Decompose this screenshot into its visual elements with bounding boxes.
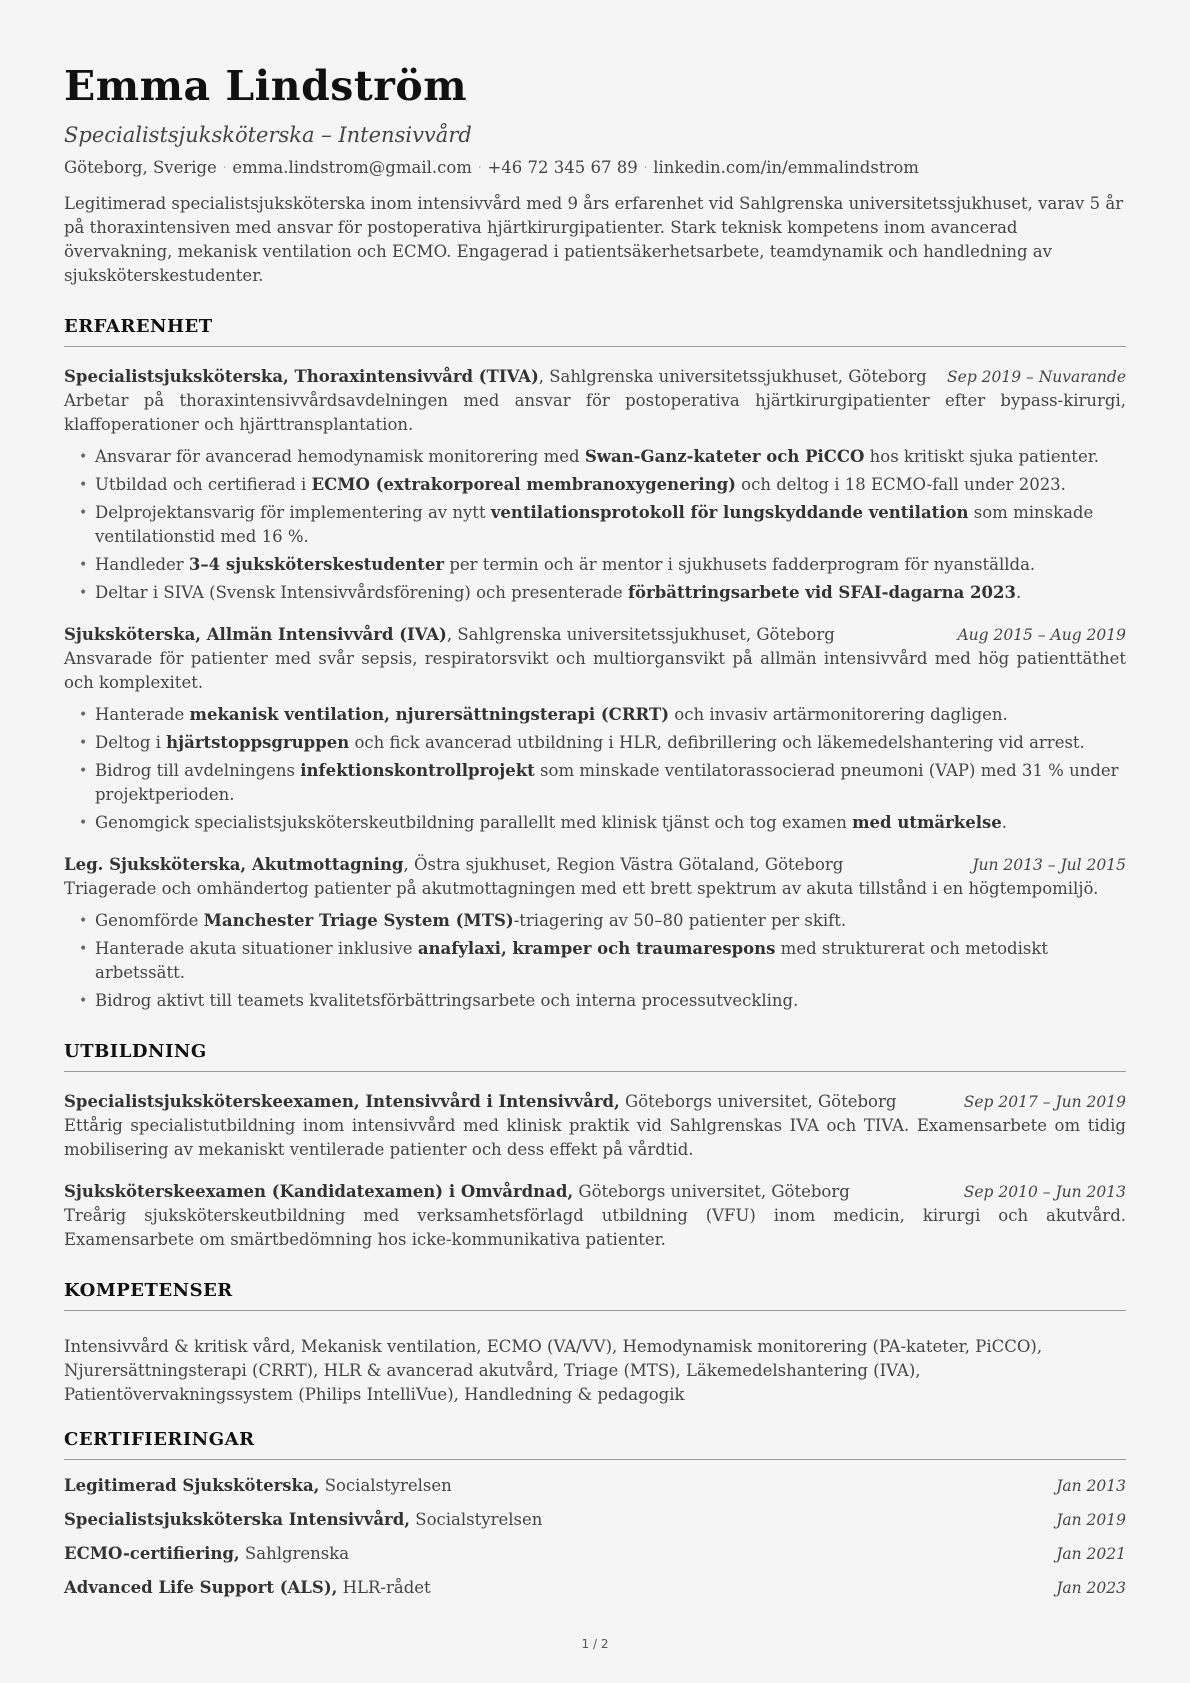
page-number: 1 / 2 (581, 1637, 609, 1651)
education-date: Sep 2010 – Jun 2013 (963, 1183, 1126, 1201)
certification-name: ECMO-certifiering, (64, 1544, 240, 1563)
section-title-education: UTBILDNING (64, 1041, 1126, 1072)
phone[interactable]: +46 72 345 67 89 (487, 158, 638, 177)
certification-name: Specialistsjuksköterska Intensivvård, (64, 1510, 411, 1529)
list-item: • Genomförde Manchester Triage System (MTS)-triagering av 50–80 patienter per skift. (64, 909, 1126, 933)
school: Göteborgs universitet, Göteborg (578, 1182, 850, 1201)
linkedin-link[interactable]: linkedin.com/in/emmalindstrom (653, 158, 919, 177)
certification-row (64, 1508, 1126, 1532)
job-entry: Leg. Sjuksköterska, Akutmottagning, Östra sjukhuset, Region Västra Götaland, Göteborg Jun 2013 – Jul 2015 Triagerade och omhändertog patienter på akutmottagningen med ett brett spektrum av akuta tillstånd i en högtempomiljö. • Genomförde Manchester Triage System (MTS)-triagering av 50–80 patienter per skift. • Hanterade akuta situationer inklusive anafylaxi, kramper och traumarespons med strukturerat och metodiskt arbetssätt. • Bidrog aktivt till teamets kvalitetsförbättringsarbete och interna processutveckling. (64, 853, 1126, 1013)
certification-issuer: HLR-rådet (342, 1578, 431, 1597)
job-description: Ansvarade för patienter med svår sepsis, respiratorsvikt och multiorgansvikt på allmän intensivvård med hög patienttäthet och komplexitet. (64, 649, 1126, 692)
job-role: Specialistsjuksköterska, Thoraxintensivvård (TIVA) (64, 367, 539, 386)
list-item: • Hanterade mekanisk ventilation, njurersättningsterapi (CRRT) och invasiv artärmonitorering dagligen. (64, 703, 1126, 727)
email[interactable]: emma.lindstrom@gmail.com (232, 158, 472, 177)
certification-date: Jan 2013 (1056, 1477, 1126, 1495)
job-description: Triagerade och omhändertog patienter på akutmottagningen med ett brett spektrum av akuta tillstånd i en högtempomiljö. (64, 879, 1099, 898)
job-date: Sep 2019 – Nuvarande (947, 368, 1126, 386)
school: Göteborgs universitet, Göteborg (625, 1092, 897, 1111)
certification-date: Jan 2021 (1056, 1545, 1126, 1563)
education-date: Sep 2017 – Jun 2019 (963, 1093, 1126, 1111)
job-role: Leg. Sjuksköterska, Akutmottagning (64, 855, 404, 874)
person-name: Emma Lindström (64, 62, 468, 110)
list-item: • Ansvarar för avancerad hemodynamisk monitorering med Swan-Ganz-kateter och PiCCO hos kritiskt sjuka patienter. (64, 445, 1126, 469)
job-role: Sjuksköterska, Allmän Intensivvård (IVA) (64, 625, 447, 644)
list-item: • Hanterade akuta situationer inklusive anafylaxi, kramper och traumarespons med strukturerat och metodiskt arbetssätt. (64, 937, 1126, 985)
job-description: Arbetar på thoraxintensivvårdsavdelningen med ansvar för postoperativa hjärtkirurgipatienter efter bypass-kirurgi, klaffoperationer och hjärttransplantation. (64, 391, 1126, 434)
job-entry: Sjuksköterska, Allmän Intensivvård (IVA), Sahlgrenska universitetssjukhuset, Göteborg Aug 2015 – Aug 2019 Ansvarade för patienter med svår sepsis, respiratorsvikt och multiorgansvikt på allmän intensivvård med hög patienttäthet och komplexitet. • Hanterade mekanisk ventilation, njurersättningsterapi (CRRT) och invasiv artärmonitorering dagligen. • Deltog i hjärtstoppsgruppen och fick avancerad utbildning i HLR, defibrillering och läkemedelshantering vid arrest. • Bidrog till avdelningens infektionskontrollprojekt som minskade ventilatorassocierad pneumoni (VAP) med 31 % under projektperioden. • Genomgick specialistsjuksköterskeutbildning parallellt med klinisk tjänst och tog examen med utmärkelse. (64, 623, 1126, 835)
education-description: Treårig sjuksköterskeutbildning med verksamhetsförlagd utbildning (VFU) inom medicin, kirurgi och akutvård. Examensarbete om smärtbedömning hos icke-kommunikativa patienter. (64, 1206, 1126, 1249)
certification-date: Jan 2023 (1056, 1579, 1126, 1597)
certification-issuer: Socialstyrelsen (415, 1510, 543, 1529)
job-org: Östra sjukhuset, Region Västra Götaland, Göteborg (413, 855, 844, 874)
degree: Sjuksköterskeexamen (Kandidatexamen) i Omvårdnad, (64, 1182, 574, 1201)
list-item: • Deltar i SIVA (Svensk Intensivvårdsförening) och presenterade förbättringsarbete vid SFAI-dagarna 2023. (64, 581, 1126, 605)
location: Göteborg, Sverige (64, 158, 217, 177)
list-item: • Utbildad och certifierad i ECMO (extrakorporeal membranoxygenering) och deltog i 18 ECMO-fall under 2023. (64, 473, 1126, 497)
education-section (64, 1041, 1126, 1252)
section-title-certifications: CERTIFIERINGAR (64, 1429, 1126, 1460)
certification-row (64, 1474, 1126, 1498)
list-item: • Deltog i hjärtstoppsgruppen och fick avancerad utbildning i HLR, defibrillering och läkemedelshantering vid arrest. (64, 731, 1126, 755)
certification-issuer: Socialstyrelsen (324, 1476, 452, 1495)
list-item: • Delprojektansvarig för implementering av nytt ventilationsprotokoll för lungskyddande ventilation som minskade ventilationstid med 16 %. (64, 501, 1126, 549)
job-date: Aug 2015 – Aug 2019 (957, 626, 1126, 644)
job-org: Sahlgrenska universitetssjukhuset, Göteborg (549, 367, 927, 386)
job-org: Sahlgrenska universitetssjukhuset, Göteborg (457, 625, 835, 644)
certifications-section (64, 1429, 1126, 1600)
certification-row (64, 1576, 1126, 1600)
section-title-skills: KOMPETENSER (64, 1280, 1126, 1311)
education-entry (64, 1090, 1126, 1162)
list-item: • Bidrog till avdelningens infektionskontrollprojekt som minskade ventilatorassocierad pneumoni (VAP) med 31 % under projektperioden. (64, 759, 1126, 807)
list-item: • Handleder 3–4 sjuksköterskestudenter per termin och är mentor i sjukhusets fadderprogram för nyanställda. (64, 553, 1126, 577)
job-date: Jun 2013 – Jul 2015 (972, 856, 1126, 874)
experience-section (64, 316, 1126, 1013)
certification-row (64, 1542, 1126, 1566)
certification-name: Legitimerad Sjuksköterska, (64, 1476, 320, 1495)
job-entry: Specialistsjuksköterska, Thoraxintensivvård (TIVA), Sahlgrenska universitetssjukhuset, Göteborg Sep 2019 – Nuvarande Arbetar på thoraxintensivvårdsavdelningen med ansvar för postoperativa hjärtkirurgipatienter efter bypass-kirurgi, klaffoperationer och hjärttransplantation. • Ansvarar för avancerad hemodynamisk monitorering med Swan-Ganz-kateter och PiCCO hos kritiskt sjuka patienter. • Utbildad och certifierad i ECMO (extrakorporeal membranoxygenering) och deltog i 18 ECMO-fall under 2023. • Delprojektansvarig för implementering av nytt ventilationsprotokoll för lungskyddande ventilation som minskade ventilationstid med 16 %. • Handleder 3–4 sjuksköterskestudenter per termin och är mentor i sjukhusets fadderprogram för nyanställda. • Deltar i SIVA (Svensk Intensivvårdsförening) och presenterade förbättringsarbete vid SFAI-dagarna 2023. (64, 365, 1126, 605)
list-item: • Genomgick specialistsjuksköterskeutbildning parallellt med klinisk tjänst och tog examen med utmärkelse. (64, 811, 1126, 835)
skills-section (64, 1280, 1126, 1407)
degree: Specialistsjuksköterskeexamen, Intensivvård i Intensivvård, (64, 1092, 620, 1111)
certification-date: Jan 2019 (1056, 1511, 1126, 1529)
summary: Legitimerad specialistsjuksköterska inom intensivvård med 9 års erfarenhet vid Sahlgrenska universitetssjukhuset, varav 5 år på thoraxintensiven med ansvar för postoperativa hjärtkirurgipatienter. Stark teknisk kompetens inom avancerad övervakning, mekanisk ventilation och ECMO. Engagerad i patientsäkerhetsarbete, teamdynamik och handledning av sjuksköterskestudenter. (64, 194, 1124, 285)
section-title-experience: ERFARENHET (64, 316, 1126, 347)
contact-line: Göteborg, Sverige · emma.lindstrom@gmail.com · +46 72 345 67 89 · linkedin.com/in/emmalindstrom (64, 158, 919, 177)
education-entry (64, 1180, 1126, 1252)
certification-name: Advanced Life Support (ALS), (64, 1578, 338, 1597)
job-title: Specialistsjuksköterska – Intensivvård (64, 123, 472, 147)
certification-issuer: Sahlgrenska (244, 1544, 350, 1563)
skills-list: Intensivvård & kritisk vård, Mekanisk ventilation, ECMO (VA/VV), Hemodynamisk monitorering (PA-kateter, PiCCO), Njurersättningsterapi (CRRT), HLR & avancerad akutvård, Triage (MTS), Läkemedelshantering (IVA), Patientövervakningssystem (Philips IntelliVue), Handledning & pedagogik (64, 1337, 1043, 1404)
list-item: • Bidrog aktivt till teamets kvalitetsförbättringsarbete och interna processutveckling. (64, 989, 1126, 1013)
education-description: Ettårig specialistutbildning inom intensivvård med klinisk praktik vid Sahlgrenskas IVA och TIVA. Examensarbete om tidig mobilisering av mekaniskt ventilerade patienter och dess effekt på vårdtid. (64, 1116, 1126, 1159)
